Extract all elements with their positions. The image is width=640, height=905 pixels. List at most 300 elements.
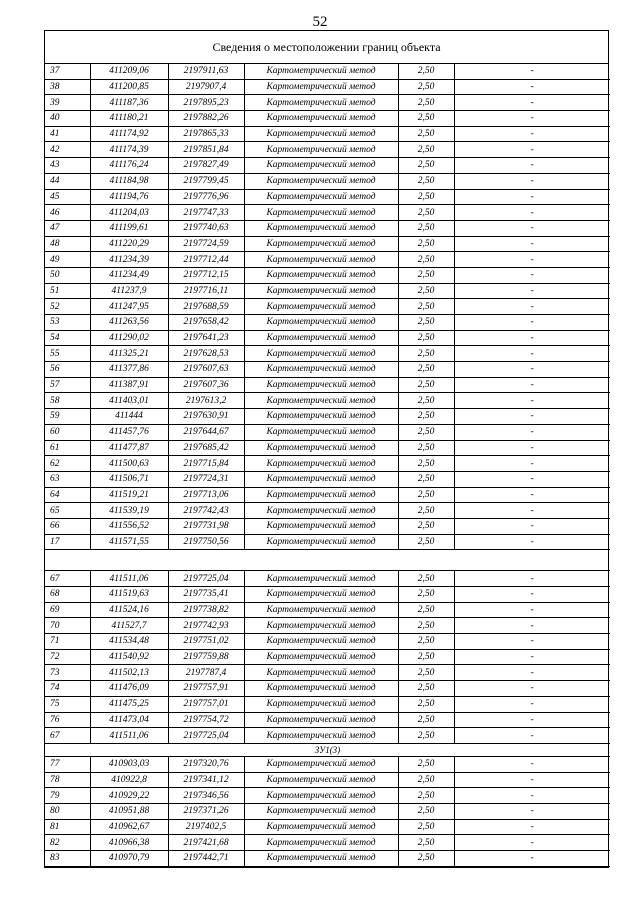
table-row xyxy=(45,299,610,315)
page-number: 52 xyxy=(312,14,328,30)
x-coordinate-cell: 411234,49 xyxy=(90,267,168,283)
method-cell: Картометрический метод xyxy=(244,503,398,519)
accuracy-cell: 2,50 xyxy=(398,377,454,393)
table-row xyxy=(45,772,610,788)
x-coordinate-cell: 411476,09 xyxy=(90,681,168,697)
table-row xyxy=(45,819,610,835)
method-cell: Картометрический метод xyxy=(244,220,398,236)
table-row xyxy=(45,315,610,331)
accuracy-cell: 2,50 xyxy=(398,189,454,205)
x-coordinate-cell: 411204,03 xyxy=(90,205,168,221)
coordinates-table-sheet xyxy=(44,30,609,868)
method-cell: Картометрический метод xyxy=(244,487,398,503)
x-coordinate-cell: 411539,19 xyxy=(90,503,168,519)
table-row xyxy=(45,456,610,472)
point-number-cell: 47 xyxy=(45,220,90,236)
point-number-cell: 51 xyxy=(45,283,90,299)
x-coordinate-cell: 411500,63 xyxy=(90,456,168,472)
description-cell: - xyxy=(454,377,610,393)
method-cell: Картометрический метод xyxy=(244,64,398,79)
description-cell: - xyxy=(454,803,610,819)
accuracy-cell: 2,50 xyxy=(398,696,454,712)
x-coordinate-cell: 411209,06 xyxy=(90,64,168,79)
x-coordinate-cell: 410951,88 xyxy=(90,803,168,819)
accuracy-cell: 2,50 xyxy=(398,851,454,867)
x-coordinate-cell: 411234,39 xyxy=(90,252,168,268)
accuracy-cell: 2,50 xyxy=(398,315,454,331)
method-cell: Картометрический метод xyxy=(244,696,398,712)
table-row xyxy=(45,835,610,851)
method-cell: Картометрический метод xyxy=(244,681,398,697)
method-cell: Картометрический метод xyxy=(244,424,398,440)
y-coordinate-cell: 2197754,72 xyxy=(168,712,244,728)
method-cell: Картометрический метод xyxy=(244,803,398,819)
accuracy-cell: 2,50 xyxy=(398,756,454,772)
accuracy-cell: 2,50 xyxy=(398,665,454,681)
description-cell: - xyxy=(454,315,610,331)
coordinates-table xyxy=(45,64,610,867)
x-coordinate-cell: 411519,63 xyxy=(90,587,168,603)
y-coordinate-cell: 2197442,71 xyxy=(168,851,244,867)
accuracy-cell: 2,50 xyxy=(398,158,454,174)
method-cell: Картометрический метод xyxy=(244,649,398,665)
method-cell: Картометрический метод xyxy=(244,283,398,299)
x-coordinate-cell: 411473,04 xyxy=(90,712,168,728)
description-cell: - xyxy=(454,158,610,174)
table-row xyxy=(45,362,610,378)
description-cell: - xyxy=(454,299,610,315)
accuracy-cell: 2,50 xyxy=(398,95,454,111)
point-number-cell: 45 xyxy=(45,189,90,205)
method-cell: Картометрический метод xyxy=(244,267,398,283)
point-number-cell: 61 xyxy=(45,440,90,456)
accuracy-cell: 2,50 xyxy=(398,173,454,189)
table-row xyxy=(45,696,610,712)
description-cell: - xyxy=(454,518,610,534)
x-coordinate-cell: 411540,92 xyxy=(90,649,168,665)
accuracy-cell: 2,50 xyxy=(398,587,454,603)
table-row xyxy=(45,712,610,728)
accuracy-cell: 2,50 xyxy=(398,330,454,346)
y-coordinate-cell: 2197630,91 xyxy=(168,409,244,425)
description-cell: - xyxy=(454,456,610,472)
method-cell: Картометрический метод xyxy=(244,602,398,618)
point-number-cell: 77 xyxy=(45,756,90,772)
table-row xyxy=(45,788,610,804)
point-number-cell: 82 xyxy=(45,835,90,851)
point-number-cell: 66 xyxy=(45,518,90,534)
y-coordinate-cell: 2197735,41 xyxy=(168,587,244,603)
table-row xyxy=(45,346,610,362)
description-cell: - xyxy=(454,756,610,772)
method-cell: Картометрический метод xyxy=(244,330,398,346)
accuracy-cell: 2,50 xyxy=(398,299,454,315)
point-number-cell: 72 xyxy=(45,649,90,665)
description-cell: - xyxy=(454,772,610,788)
point-number-cell: 38 xyxy=(45,79,90,95)
method-cell: Картометрический метод xyxy=(244,315,398,331)
point-number-cell: 53 xyxy=(45,315,90,331)
description-cell: - xyxy=(454,79,610,95)
table-row xyxy=(45,571,610,587)
table-row xyxy=(45,79,610,95)
table-row xyxy=(45,236,610,252)
y-coordinate-cell: 2197685,42 xyxy=(168,440,244,456)
description-cell: - xyxy=(454,649,610,665)
accuracy-cell: 2,50 xyxy=(398,634,454,650)
y-coordinate-cell: 2197341,12 xyxy=(168,772,244,788)
method-cell: Картометрический метод xyxy=(244,851,398,867)
point-number-cell: 37 xyxy=(45,64,90,79)
table-row xyxy=(45,220,610,236)
point-number-cell: 41 xyxy=(45,126,90,142)
point-number-cell: 76 xyxy=(45,712,90,728)
description-cell: - xyxy=(454,126,610,142)
point-number-cell: 48 xyxy=(45,236,90,252)
x-coordinate-cell: 411475,25 xyxy=(90,696,168,712)
description-cell: - xyxy=(454,634,610,650)
y-coordinate-cell: 2197895,23 xyxy=(168,95,244,111)
description-cell: - xyxy=(454,788,610,804)
accuracy-cell: 2,50 xyxy=(398,64,454,79)
table-row xyxy=(45,518,610,534)
table-row xyxy=(45,803,610,819)
point-number-cell: 70 xyxy=(45,618,90,634)
point-number-cell: 39 xyxy=(45,95,90,111)
description-cell: - xyxy=(454,409,610,425)
point-number-cell: 52 xyxy=(45,299,90,315)
method-cell: Картометрический метод xyxy=(244,409,398,425)
y-coordinate-cell: 2197715,84 xyxy=(168,456,244,472)
x-coordinate-cell: 411377,86 xyxy=(90,362,168,378)
point-number-cell: 46 xyxy=(45,205,90,221)
method-cell: Картометрический метод xyxy=(244,126,398,142)
point-number-cell: 80 xyxy=(45,803,90,819)
x-coordinate-cell: 411511,06 xyxy=(90,571,168,587)
point-number-cell: 67 xyxy=(45,728,90,744)
point-number-cell: 74 xyxy=(45,681,90,697)
accuracy-cell: 2,50 xyxy=(398,220,454,236)
x-coordinate-cell: 411247,95 xyxy=(90,299,168,315)
accuracy-cell: 2,50 xyxy=(398,205,454,221)
x-coordinate-cell: 411174,92 xyxy=(90,126,168,142)
table-row xyxy=(45,534,610,550)
table-row xyxy=(45,487,610,503)
y-coordinate-cell: 2197750,56 xyxy=(168,534,244,550)
y-coordinate-cell: 2197751,02 xyxy=(168,634,244,650)
table-row xyxy=(45,634,610,650)
point-number-cell: 63 xyxy=(45,471,90,487)
x-coordinate-cell: 410922,8 xyxy=(90,772,168,788)
accuracy-cell: 2,50 xyxy=(398,79,454,95)
description-cell: - xyxy=(454,189,610,205)
y-coordinate-cell: 2197371,26 xyxy=(168,803,244,819)
method-cell: Картометрический метод xyxy=(244,252,398,268)
point-number-cell: 67 xyxy=(45,571,90,587)
table-row xyxy=(45,681,610,697)
method-cell: Картометрический метод xyxy=(244,456,398,472)
table-row xyxy=(45,851,610,867)
table-row xyxy=(45,95,610,111)
point-number-cell: 54 xyxy=(45,330,90,346)
accuracy-cell: 2,50 xyxy=(398,487,454,503)
x-coordinate-cell: 411477,87 xyxy=(90,440,168,456)
x-coordinate-cell: 411237,9 xyxy=(90,283,168,299)
y-coordinate-cell: 2197787,4 xyxy=(168,665,244,681)
accuracy-cell: 2,50 xyxy=(398,571,454,587)
point-number-cell: 40 xyxy=(45,111,90,127)
point-number-cell: 65 xyxy=(45,503,90,519)
y-coordinate-cell: 2197346,56 xyxy=(168,788,244,804)
description-cell: - xyxy=(454,440,610,456)
x-coordinate-cell: 411174,39 xyxy=(90,142,168,158)
description-cell: - xyxy=(454,587,610,603)
table-row xyxy=(45,283,610,299)
x-coordinate-cell: 411325,21 xyxy=(90,346,168,362)
y-coordinate-cell: 2197725,04 xyxy=(168,728,244,744)
accuracy-cell: 2,50 xyxy=(398,252,454,268)
accuracy-cell: 2,50 xyxy=(398,772,454,788)
table-row xyxy=(45,111,610,127)
method-cell: Картометрический метод xyxy=(244,189,398,205)
x-coordinate-cell: 411263,56 xyxy=(90,315,168,331)
table-row xyxy=(45,665,610,681)
method-cell: Картометрический метод xyxy=(244,835,398,851)
y-coordinate-cell: 2197757,01 xyxy=(168,696,244,712)
accuracy-cell: 2,50 xyxy=(398,142,454,158)
y-coordinate-cell: 2197851,84 xyxy=(168,142,244,158)
point-number-cell: 64 xyxy=(45,487,90,503)
y-coordinate-cell: 2197658,42 xyxy=(168,315,244,331)
y-coordinate-cell: 2197688,59 xyxy=(168,299,244,315)
table-row xyxy=(45,252,610,268)
accuracy-cell: 2,50 xyxy=(398,283,454,299)
accuracy-cell: 2,50 xyxy=(398,424,454,440)
x-coordinate-cell: 411387,91 xyxy=(90,377,168,393)
method-cell: Картометрический метод xyxy=(244,665,398,681)
x-coordinate-cell: 410903,03 xyxy=(90,756,168,772)
description-cell: - xyxy=(454,571,610,587)
description-cell: - xyxy=(454,728,610,744)
method-cell: Картометрический метод xyxy=(244,393,398,409)
description-cell: - xyxy=(454,142,610,158)
description-cell: - xyxy=(454,534,610,550)
method-cell: Картометрический метод xyxy=(244,362,398,378)
table-row xyxy=(45,189,610,205)
point-number-cell: 57 xyxy=(45,377,90,393)
point-number-cell: 73 xyxy=(45,665,90,681)
method-cell: Картометрический метод xyxy=(244,518,398,534)
x-coordinate-cell: 410970,79 xyxy=(90,851,168,867)
point-number-cell: 55 xyxy=(45,346,90,362)
table-row xyxy=(45,205,610,221)
point-number-cell: 83 xyxy=(45,851,90,867)
method-cell: Картометрический метод xyxy=(244,377,398,393)
description-cell: - xyxy=(454,471,610,487)
y-coordinate-cell: 2197907,4 xyxy=(168,79,244,95)
y-coordinate-cell: 2197607,63 xyxy=(168,362,244,378)
method-cell: Картометрический метод xyxy=(244,111,398,127)
y-coordinate-cell: 2197712,15 xyxy=(168,267,244,283)
method-cell: Картометрический метод xyxy=(244,634,398,650)
accuracy-cell: 2,50 xyxy=(398,126,454,142)
method-cell: Картометрический метод xyxy=(244,142,398,158)
y-coordinate-cell: 2197712,44 xyxy=(168,252,244,268)
y-coordinate-cell: 2197865,33 xyxy=(168,126,244,142)
description-cell: - xyxy=(454,236,610,252)
y-coordinate-cell: 2197724,59 xyxy=(168,236,244,252)
x-coordinate-cell: 411556,52 xyxy=(90,518,168,534)
y-coordinate-cell: 2197725,04 xyxy=(168,571,244,587)
point-number-cell: 71 xyxy=(45,634,90,650)
description-cell: - xyxy=(454,618,610,634)
table-row xyxy=(45,728,610,744)
accuracy-cell: 2,50 xyxy=(398,649,454,665)
point-number-cell: 17 xyxy=(45,534,90,550)
method-cell: Картометрический метод xyxy=(244,236,398,252)
x-coordinate-cell: 411199,61 xyxy=(90,220,168,236)
method-cell: Картометрический метод xyxy=(244,587,398,603)
point-number-cell: 69 xyxy=(45,602,90,618)
method-cell: Картометрический метод xyxy=(244,571,398,587)
table-row xyxy=(45,377,610,393)
accuracy-cell: 2,50 xyxy=(398,503,454,519)
table-row xyxy=(45,618,610,634)
table-row xyxy=(45,173,610,189)
separator-cell xyxy=(45,550,610,571)
x-coordinate-cell: 411220,29 xyxy=(90,236,168,252)
table-row xyxy=(45,142,610,158)
y-coordinate-cell: 2197731,98 xyxy=(168,518,244,534)
description-cell: - xyxy=(454,696,610,712)
point-number-cell: 44 xyxy=(45,173,90,189)
x-coordinate-cell: 411519,21 xyxy=(90,487,168,503)
point-number-cell: 68 xyxy=(45,587,90,603)
accuracy-cell: 2,50 xyxy=(398,267,454,283)
x-coordinate-cell: 411527,7 xyxy=(90,618,168,634)
y-coordinate-cell: 2197421,68 xyxy=(168,835,244,851)
table-row xyxy=(45,330,610,346)
x-coordinate-cell: 411403,01 xyxy=(90,393,168,409)
point-number-cell: 79 xyxy=(45,788,90,804)
y-coordinate-cell: 2197607,36 xyxy=(168,377,244,393)
accuracy-cell: 2,50 xyxy=(398,393,454,409)
method-cell: Картометрический метод xyxy=(244,440,398,456)
method-cell: Картометрический метод xyxy=(244,618,398,634)
method-cell: Картометрический метод xyxy=(244,205,398,221)
accuracy-cell: 2,50 xyxy=(398,602,454,618)
accuracy-cell: 2,50 xyxy=(398,835,454,851)
method-cell: Картометрический метод xyxy=(244,471,398,487)
y-coordinate-cell: 2197613,2 xyxy=(168,393,244,409)
table-row xyxy=(45,158,610,174)
x-coordinate-cell: 411180,21 xyxy=(90,111,168,127)
description-cell: - xyxy=(454,252,610,268)
x-coordinate-cell: 411176,24 xyxy=(90,158,168,174)
y-coordinate-cell: 2197402,5 xyxy=(168,819,244,835)
point-number-cell: 58 xyxy=(45,393,90,409)
method-cell: Картометрический метод xyxy=(244,772,398,788)
section-label: ЗУ1(3) xyxy=(45,743,610,756)
section-row xyxy=(45,743,610,756)
table-row xyxy=(45,471,610,487)
point-number-cell: 59 xyxy=(45,409,90,425)
method-cell: Картометрический метод xyxy=(244,299,398,315)
description-cell: - xyxy=(454,111,610,127)
method-cell: Картометрический метод xyxy=(244,346,398,362)
table-row xyxy=(45,409,610,425)
description-cell: - xyxy=(454,220,610,236)
accuracy-cell: 2,50 xyxy=(398,236,454,252)
y-coordinate-cell: 2197747,33 xyxy=(168,205,244,221)
method-cell: Картометрический метод xyxy=(244,158,398,174)
accuracy-cell: 2,50 xyxy=(398,409,454,425)
table-row xyxy=(45,393,610,409)
description-cell: - xyxy=(454,503,610,519)
table-row xyxy=(45,267,610,283)
x-coordinate-cell: 411506,71 xyxy=(90,471,168,487)
description-cell: - xyxy=(454,330,610,346)
accuracy-cell: 2,50 xyxy=(398,681,454,697)
y-coordinate-cell: 2197644,67 xyxy=(168,424,244,440)
accuracy-cell: 2,50 xyxy=(398,456,454,472)
y-coordinate-cell: 2197724,31 xyxy=(168,471,244,487)
description-cell: - xyxy=(454,665,610,681)
table-row xyxy=(45,602,610,618)
description-cell: - xyxy=(454,851,610,867)
x-coordinate-cell: 411534,48 xyxy=(90,634,168,650)
table-row xyxy=(45,440,610,456)
x-coordinate-cell: 411444 xyxy=(90,409,168,425)
accuracy-cell: 2,50 xyxy=(398,819,454,835)
accuracy-cell: 2,50 xyxy=(398,618,454,634)
x-coordinate-cell: 411290,02 xyxy=(90,330,168,346)
method-cell: Картометрический метод xyxy=(244,534,398,550)
y-coordinate-cell: 2197641,23 xyxy=(168,330,244,346)
method-cell: Картометрический метод xyxy=(244,728,398,744)
point-number-cell: 56 xyxy=(45,362,90,378)
method-cell: Картометрический метод xyxy=(244,173,398,189)
description-cell: - xyxy=(454,267,610,283)
x-coordinate-cell: 410966,38 xyxy=(90,835,168,851)
y-coordinate-cell: 2197827,49 xyxy=(168,158,244,174)
accuracy-cell: 2,50 xyxy=(398,111,454,127)
description-cell: - xyxy=(454,64,610,79)
accuracy-cell: 2,50 xyxy=(398,518,454,534)
description-cell: - xyxy=(454,602,610,618)
y-coordinate-cell: 2197799,45 xyxy=(168,173,244,189)
method-cell: Картометрический метод xyxy=(244,712,398,728)
accuracy-cell: 2,50 xyxy=(398,362,454,378)
description-cell: - xyxy=(454,819,610,835)
y-coordinate-cell: 2197320,76 xyxy=(168,756,244,772)
point-number-cell: 43 xyxy=(45,158,90,174)
description-cell: - xyxy=(454,393,610,409)
description-cell: - xyxy=(454,681,610,697)
x-coordinate-cell: 411194,76 xyxy=(90,189,168,205)
description-cell: - xyxy=(454,362,610,378)
point-number-cell: 81 xyxy=(45,819,90,835)
y-coordinate-cell: 2197757,91 xyxy=(168,681,244,697)
accuracy-cell: 2,50 xyxy=(398,534,454,550)
point-number-cell: 78 xyxy=(45,772,90,788)
y-coordinate-cell: 2197738,82 xyxy=(168,602,244,618)
method-cell: Картометрический метод xyxy=(244,788,398,804)
x-coordinate-cell: 411524,16 xyxy=(90,602,168,618)
x-coordinate-cell: 411502,13 xyxy=(90,665,168,681)
y-coordinate-cell: 2197759,88 xyxy=(168,649,244,665)
x-coordinate-cell: 410929,22 xyxy=(90,788,168,804)
